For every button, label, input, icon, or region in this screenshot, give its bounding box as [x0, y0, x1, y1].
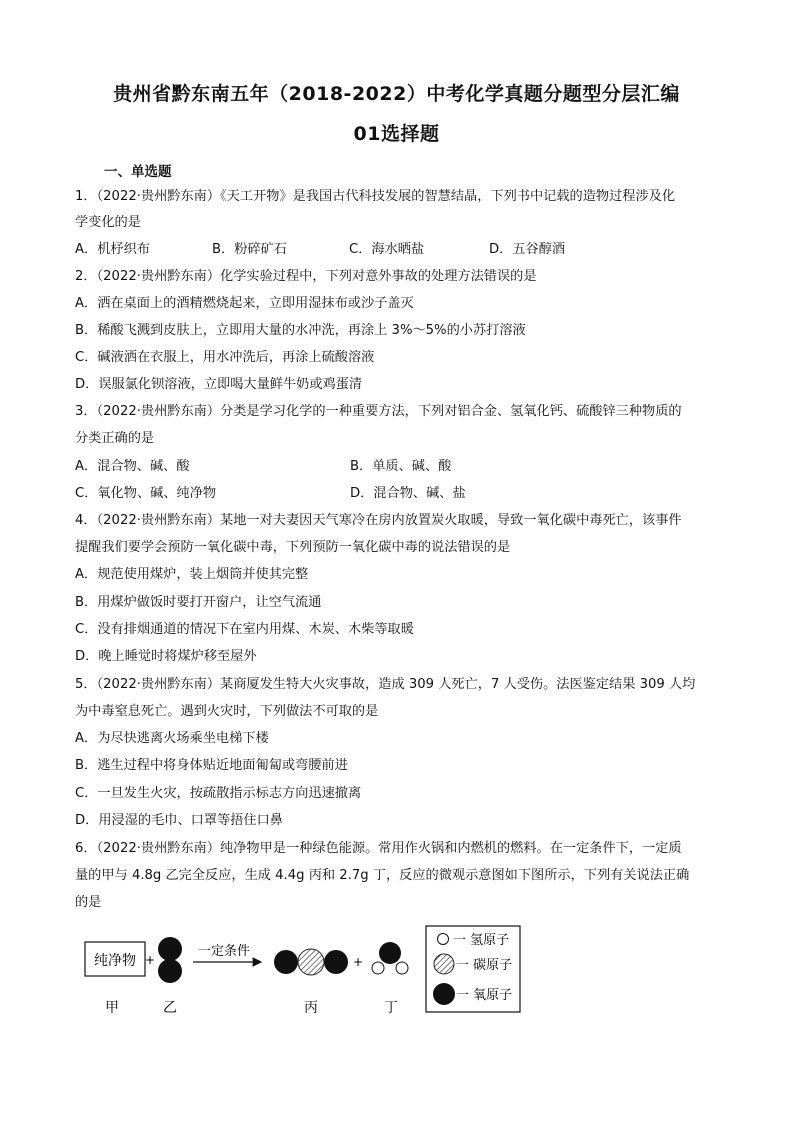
question-1-stem-line-1: 1．（2022·贵州黔东南）《天工开物》是我国古代科技发展的智慧结晶，下列书中记载的造物过程涉及化: [75, 189, 676, 204]
question-4-option-b: B．用煤炉做饭时要打开窗户，让空气流通: [75, 595, 322, 610]
label-bing: 丙: [304, 1000, 318, 1016]
question-3-option-c: C．氧化物、碱、纯净物: [75, 486, 217, 501]
legend-carbon: 一 碳原子: [456, 958, 513, 973]
question-4-option-c: C．没有排烟通道的情况下在室内用煤、木炭、木柴等取暖: [75, 622, 414, 637]
water-molecule-icon: [372, 942, 408, 974]
question-5-option-c: C．一旦发生火灾，按疏散指示标志方向迅速撤离: [75, 786, 362, 801]
carbon-dioxide-molecule-icon: [274, 949, 348, 975]
label-yi: 乙: [163, 1000, 177, 1016]
question-1-option-a: A．机杼织布: [75, 242, 150, 257]
question-3-stem-line-1: 3．（2022·贵州黔东南）分类是学习化学的一种重要方法，下列对铝合金、氢氧化钙、硫酸锌三种物质的: [75, 404, 682, 419]
legend-hydrogen: 一 氢原子: [453, 933, 510, 948]
question-3-option-a: A．混合物、碱、酸: [75, 459, 190, 474]
question-5-option-d: D．用浸湿的毛巾、口罩等捂住口鼻: [75, 813, 283, 828]
document-title: 贵州省黔东南五年（2018-2022）中考化学真题分题型分层汇编: [113, 83, 680, 105]
section-heading: 一、单选题: [104, 164, 172, 180]
question-4-stem-line-1: 4．（2022·贵州黔东南）某地一对夫妻因天气寒冷在房内放置炭火取暖，导致一氧化碳中毒死亡，该事件: [75, 513, 682, 528]
question-5-option-a: A．为尽快逃离火场乘坐电梯下楼: [75, 731, 269, 746]
question-5-stem-line-2: 为中毒窒息死亡。遇到火灾时，下列做法不可取的是: [75, 704, 379, 719]
document-subtitle: 01选择题: [353, 123, 440, 145]
question-1-option-b: B．粉碎矿石: [212, 242, 287, 257]
question-6-stem-line-1: 6．（2022·贵州黔东南）纯净物甲是一种绿色能源。常用作火锅和内燃机的燃料。在一定条件下，一定质: [75, 841, 682, 856]
reaction-condition: 一定条件: [197, 944, 251, 959]
question-1-option-d: D．五谷醇酒: [489, 242, 566, 257]
question-3-stem-line-2: 分类正确的是: [75, 431, 155, 446]
question-6-stem-line-2: 量的甲与 4.8g 乙完全反应，生成 4.4g 丙和 2.7g 丁，反应的微观示意图如下图所示，下列有关说法正确: [75, 868, 690, 883]
question-2-option-b: B．稀酸飞溅到皮肤上，立即用大量的水冲洗，再涂上 3%～5%的小苏打溶液: [75, 323, 526, 338]
question-1-stem-line-2: 学变化的是: [75, 215, 141, 230]
plus-sign-1: +: [144, 953, 156, 967]
question-4-option-d: D．晚上睡觉时将煤炉移至屋外: [75, 649, 257, 664]
plus-sign-2: +: [352, 955, 364, 969]
question-1-option-c: C．海水晒盐: [349, 242, 425, 257]
question-2-option-c: C．碱液洒在衣服上，用水冲洗后，再涂上硫酸溶液: [75, 350, 375, 365]
oxygen-molecule-icon: [158, 937, 182, 983]
question-4-stem-line-2: 提醒我们要学会预防一氧化碳中毒，下列预防一氧化碳中毒的说法错误的是: [75, 540, 511, 555]
hydrogen-atom-icon: [438, 934, 449, 945]
question-3-option-d: D．混合物、碱、盐: [350, 486, 466, 501]
question-2-option-d: D．误服氯化钡溶液，立即喝大量鲜牛奶或鸡蛋清: [75, 377, 363, 392]
question-5-option-b: B．逃生过程中将身体贴近地面匍匐或弯腰前进: [75, 758, 348, 773]
oxygen-atom-icon: [433, 983, 455, 1005]
question-6-stem-line-3: 的是: [75, 895, 102, 910]
legend-oxygen: 一 氧原子: [456, 988, 513, 1003]
question-4-option-a: A．规范使用煤炉，装上烟筒并使其完整: [75, 567, 309, 582]
reactant-box-label: 纯净物: [94, 953, 136, 969]
question-2-stem: 2．（2022·贵州黔东南）化学实验过程中，下列对意外事故的处理方法错误的是: [75, 269, 537, 284]
question-3-option-b: B．单质、碱、酸: [350, 459, 452, 474]
question-5-stem-line-1: 5．（2022·贵州黔东南）某商厦发生特大火灾事故，造成 309 人死亡，7 人受伤。法医鉴定结果 309 人均: [75, 677, 696, 692]
label-ding: 丁: [384, 1000, 398, 1016]
label-jia: 甲: [105, 1000, 119, 1016]
reaction-diagram: [0, 920, 793, 1030]
question-2-option-a: A．洒在桌面上的酒精燃烧起来，立即用湿抹布或沙子盖灭: [75, 296, 414, 311]
carbon-atom-icon: [434, 954, 454, 974]
